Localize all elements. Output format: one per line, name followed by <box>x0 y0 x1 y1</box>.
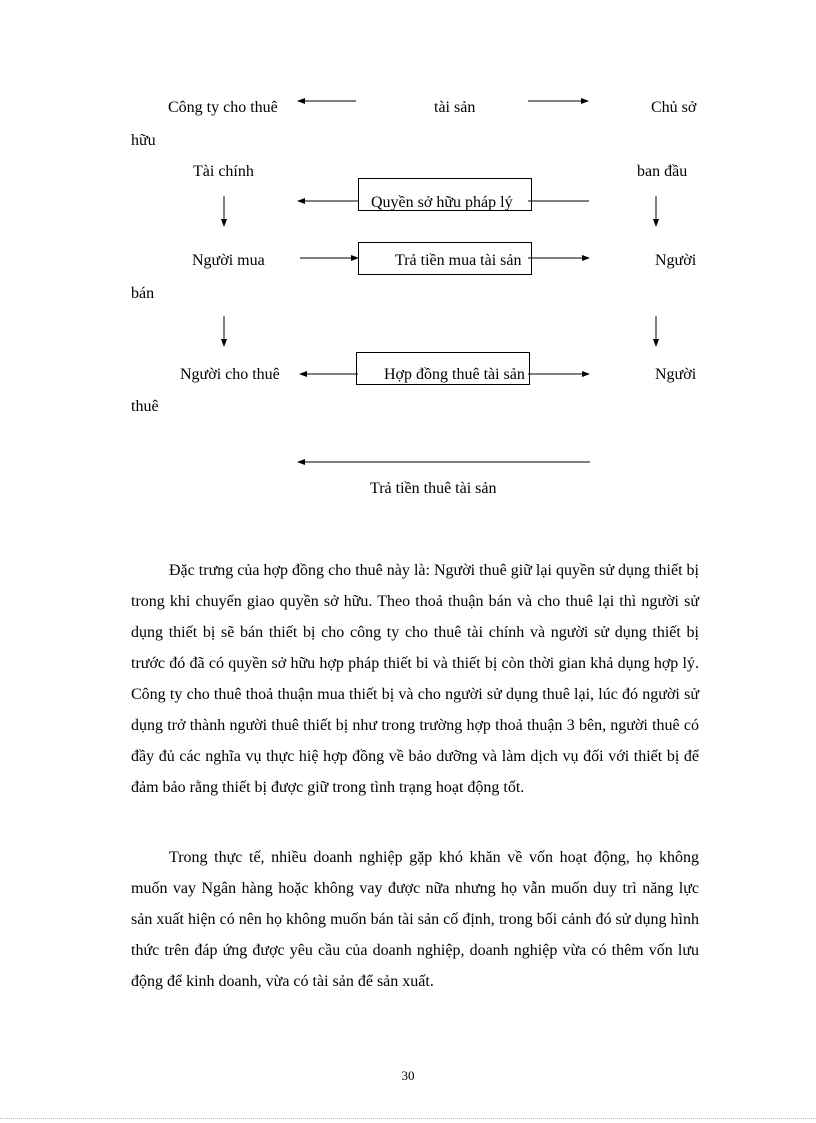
label-lessee: Người <box>655 366 697 383</box>
label-lessor: Người cho thuê <box>180 366 280 383</box>
label-lease-contract: Hợp đồng thuê tài sản <box>384 366 525 383</box>
label-pay-rent: Trả tiền thuê tài sản <box>370 480 497 497</box>
label-asset: tài sản <box>434 99 476 116</box>
page-number: 30 <box>401 1068 415 1083</box>
label-buyer: Người mua <box>192 252 265 269</box>
label-legal-ownership: Quyền sở hữu pháp lý <box>371 194 513 211</box>
paragraph-1: Đặc trưng của hợp đồng cho thuê này là: Người thuê giữ lại quyền sử dụng thiết bị trong khi chuyển giao quyền sở hữu. Theo thoả thuận bán và cho thuê lại thì người sử dụng thiết bị sẽ bán thiết bị cho công ty cho thuê tài chính và người sử dụng thiết bị trước đó đã có quyền sở hữu hợp pháp thiết bi và thiết bị còn thời gian khả dụng hợp lý. Công ty cho thuê thoả thuận mua thiết bị và cho người sử dụng thuê lại, lúc đó người sử dụng trở thành người thuê thiết bị như trong trường hợp thoả thuận 3 bên, người thuê có đầy đủ các nghĩa vụ thực hiệ hợp đồng về bảo dưỡng và làm dịch vụ đối với thiết bị để đảm bảo rằng thiết bị được giữ trong tình trạng hoạt động tốt. <box>131 562 699 796</box>
footer-divider <box>0 1118 816 1119</box>
label-seller-wrap: bán <box>131 285 155 302</box>
paragraph-2: Trong thực tế, nhiều doanh nghiệp gặp khó khăn về vốn hoạt động, họ không muốn vay Ngân hàng hoặc không vay được nữa nhưng họ vẫn muốn duy trì năng lực sản xuất hiện có nên họ không muốn bán tài sản cố định, trong bối cảnh đó sử dụng hình thức trên đáp ứng được yêu cầu của doanh nghiệp, doanh nghiệp vừa có thêm vốn lưu động để kinh doanh, vừa có tài sản để sản xuất. <box>131 849 699 990</box>
label-original-owner: Chủ sở <box>651 99 697 116</box>
label-pay-purchase: Trả tiền mua tài sản <box>395 252 522 269</box>
label-original: ban đầu <box>637 163 688 180</box>
label-leasing-company-wrap: hữu <box>131 132 156 149</box>
label-financial: Tài chính <box>193 163 254 180</box>
label-leasing-company: Công ty cho thuê <box>168 99 278 116</box>
label-seller: Người <box>655 252 697 269</box>
label-lessee-wrap: thuê <box>131 398 159 415</box>
